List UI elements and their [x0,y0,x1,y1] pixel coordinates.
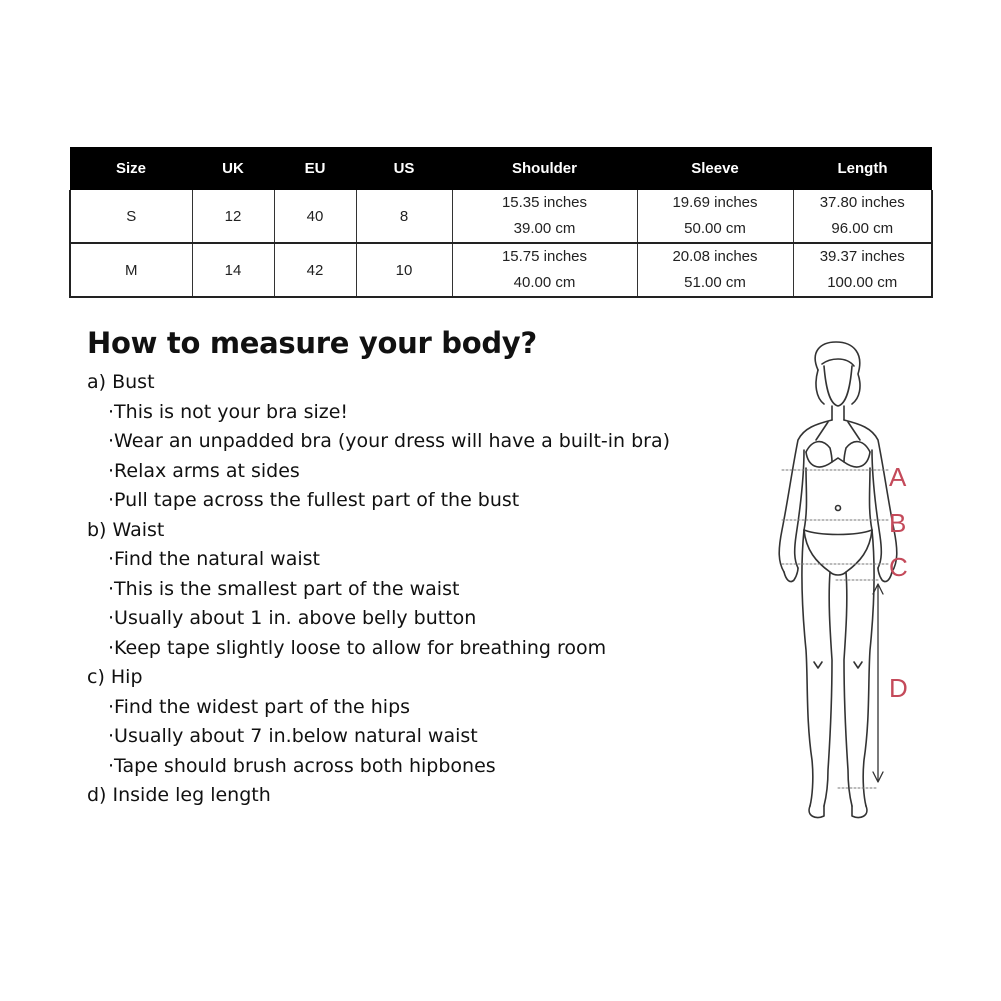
cell-sleeve [637,243,793,297]
shoulder-inches: 15.75 inches [501,248,588,265]
size-chart-table [69,147,933,298]
cell-eu: 40 [274,190,356,243]
measure-guide [87,326,670,811]
table-header-row [70,147,932,190]
cell-uk: 12 [192,190,274,243]
header-size: Size [70,147,192,190]
cell-us: 8 [356,190,452,243]
cell-length [793,190,932,243]
sleeve-inches: 19.69 inches [672,194,758,211]
header-length: Length [793,147,932,190]
body-measurement-figure [760,340,920,830]
list-item: ·This is the smallest part of the waist [108,577,460,600]
list-item: ·Wear an unpadded bra (your dress will have a built-in bra) [108,430,671,452]
sleeve-cm: 50.00 cm [684,220,746,237]
leg-heading: d) Inside leg length [87,784,271,806]
hip-heading: c) Hip [87,666,143,688]
cell-sleeve [637,190,793,243]
bust-heading: a) Bust [87,371,155,393]
header-uk: UK [192,147,274,190]
shoulder-cm: 40.00 cm [513,274,576,291]
guide-title: How to measure your body? [87,326,537,360]
body-outline-illustration [760,340,920,830]
cell-length [793,243,932,297]
cell-shoulder [452,243,637,297]
list-item: ·This is not your bra size! [108,400,349,423]
cell-eu: 42 [274,243,356,297]
list-item: ·Usually about 1 in. above belly button [108,607,477,629]
label-c: C [889,552,908,582]
cell-size: S [70,190,192,243]
list-item: ·Relax arms at sides [108,459,300,482]
shoulder-cm: 39.00 cm [513,220,576,237]
header-eu: EU [274,147,356,190]
header-sleeve: Sleeve [637,147,793,190]
length-inches: 37.80 inches [819,194,905,211]
cell-us: 10 [356,243,452,297]
header-shoulder: Shoulder [452,147,637,190]
sleeve-cm: 51.00 cm [684,274,746,291]
list-item: ·Find the widest part of the hips [108,695,411,718]
shoulder-inches: 15.35 inches [501,194,588,211]
list-item: ·Pull tape across the fullest part of the bust [108,489,520,511]
length-inches: 39.37 inches [819,248,905,265]
cell-size: M [70,243,192,297]
list-item: ·Usually about 7 in.below natural waist [108,725,478,747]
waist-heading: b) Waist [87,518,165,541]
list-item: ·Keep tape slightly loose to allow for breathing room [108,636,607,659]
label-b: B [889,508,907,538]
length-cm: 100.00 cm [827,274,898,291]
sleeve-inches: 20.08 inches [672,248,758,265]
length-cm: 96.00 cm [831,220,894,237]
cell-uk: 14 [192,243,274,297]
label-a: A [889,462,907,492]
label-d: D [889,673,908,703]
table-row [70,190,932,243]
table-row [70,243,932,297]
header-us: US [356,147,452,190]
list-item: ·Tape should brush across both hipbones [108,754,496,777]
cell-shoulder [452,190,637,243]
list-item: ·Find the natural waist [108,548,320,570]
